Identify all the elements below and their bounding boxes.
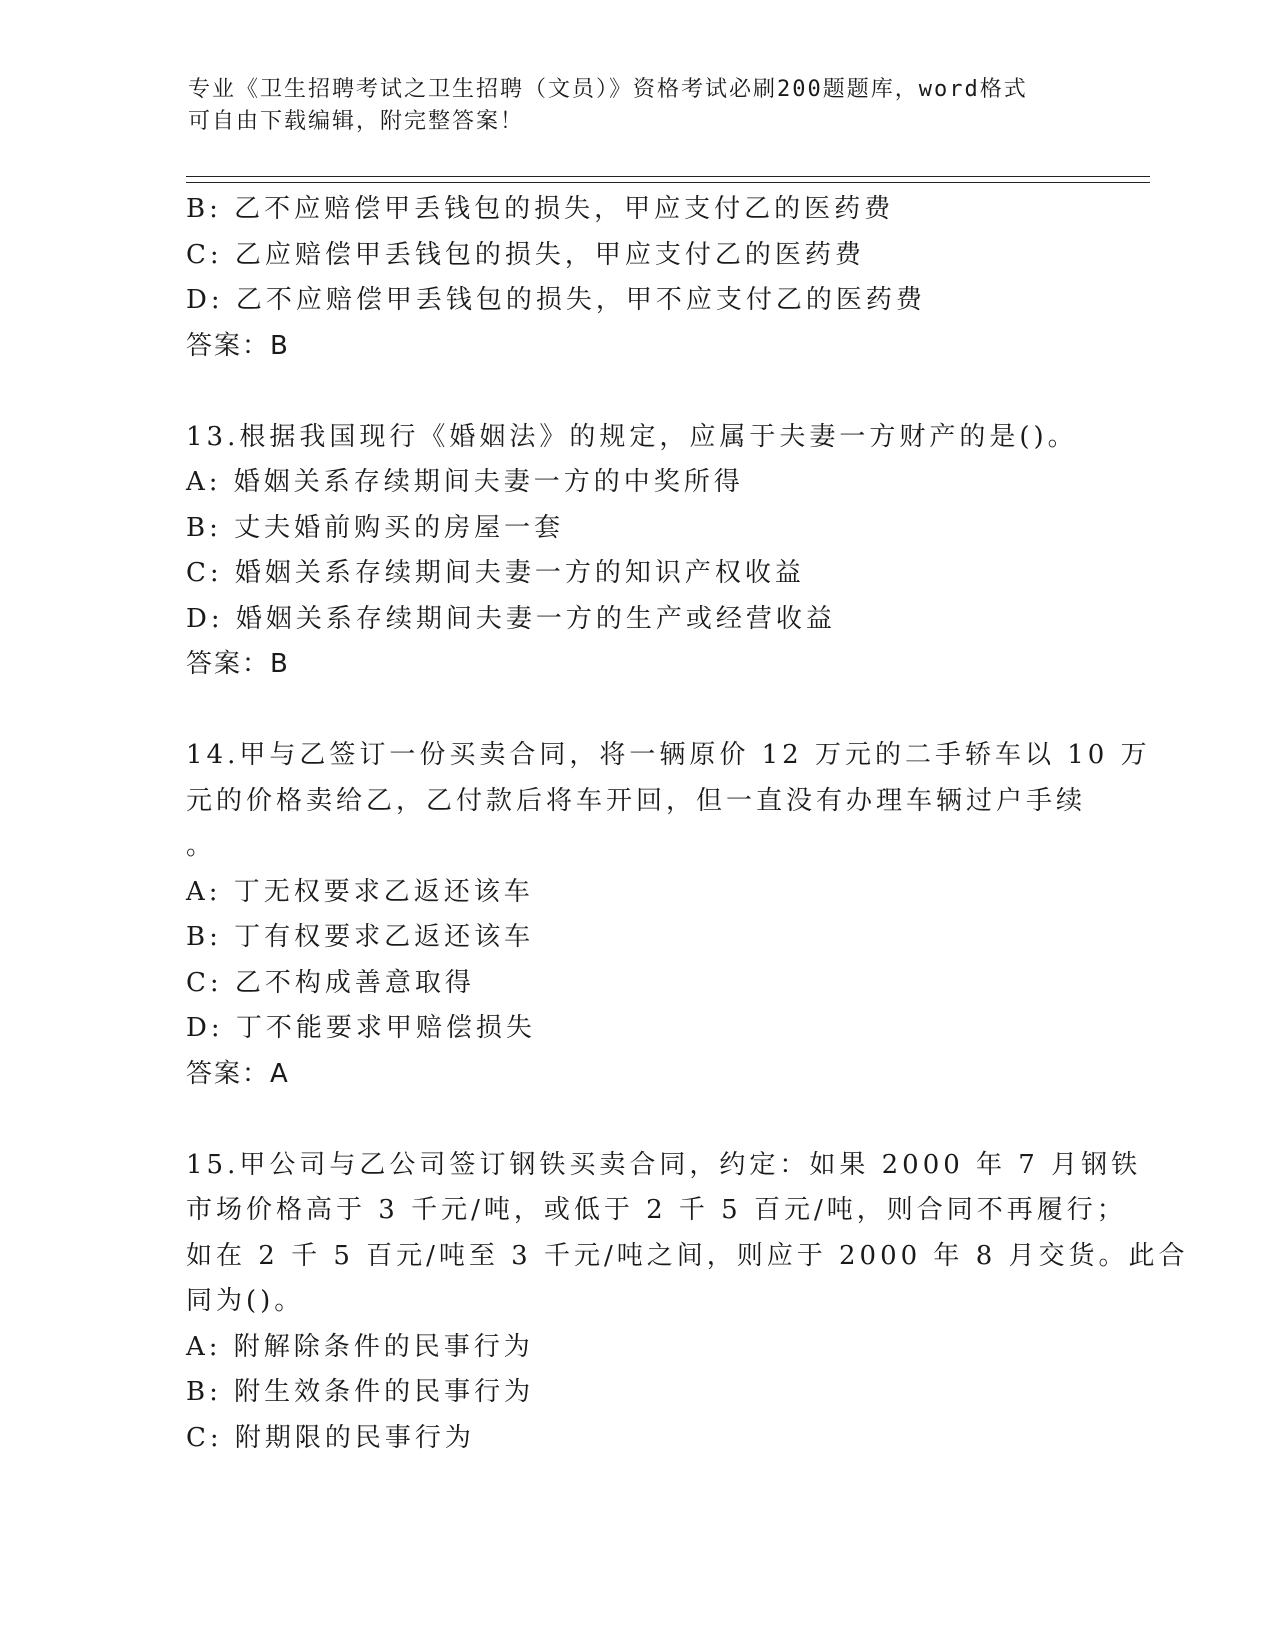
q12-option-c: C: 乙应赔偿甲丢钱包的损失，甲应支付乙的医药费 bbox=[186, 239, 865, 270]
header-line-1: 专业《卫生招聘考试之卫生招聘（文员）》资格考试必刷200题题库，word格式 bbox=[188, 77, 1028, 102]
q15-stem-line-1: 15.甲公司与乙公司签订钢铁买卖合同，约定：如果 2000 年 7 月钢铁 bbox=[186, 1149, 1142, 1180]
q12-option-b: B: 乙不应赔偿甲丢钱包的损失，甲应支付乙的医药费 bbox=[186, 194, 895, 224]
question-15 bbox=[186, 1143, 1189, 1462]
header-line-2: 可自由下载编辑，附完整答案！ bbox=[188, 109, 525, 134]
header-divider bbox=[186, 176, 1150, 183]
question-spacer bbox=[186, 1097, 1086, 1143]
q14-stem-line-2: 元的价格卖给乙，乙付款后将车开回，但一直没有办理车辆过户手续 bbox=[186, 785, 1087, 816]
q15-stem-line-2: 市场价格高于 3 千元/吨，或低于 2 千 5 百元/吨，则合同不再履行； bbox=[186, 1195, 1127, 1225]
q13-option-b: B: 丈夫婚前购买的房屋一套 bbox=[186, 512, 565, 543]
q12-answer: 答案：B bbox=[186, 330, 290, 361]
q14-answer: 答案：A bbox=[186, 1058, 290, 1089]
question-spacer bbox=[186, 688, 1086, 734]
q14-option-c: C: 乙不构成善意取得 bbox=[186, 967, 475, 998]
q15-option-a: A: 附解除条件的民事行为 bbox=[186, 1331, 534, 1362]
q15-stem-line-4: 同为()。 bbox=[186, 1286, 305, 1316]
q13-answer: 答案：B bbox=[186, 649, 290, 679]
q13-stem: 13.根据我国现行《婚姻法》的规定，应属于夫妻一方财产的是()。 bbox=[186, 421, 1078, 452]
question-12 bbox=[186, 187, 1086, 369]
question-13 bbox=[186, 415, 1086, 688]
question-list bbox=[186, 187, 1189, 1461]
document-header bbox=[188, 74, 1068, 138]
q15-stem-line-3: 如在 2 千 5 百元/吨至 3 千元/吨之间，则应于 2000 年 8 月交货。此合 bbox=[186, 1240, 1189, 1271]
question-spacer bbox=[186, 369, 1086, 415]
q13-option-d: D: 婚姻关系存续期间夫妻一方的生产或经营收益 bbox=[186, 603, 836, 634]
q14-option-d: D: 丁不能要求甲赔偿损失 bbox=[186, 1013, 536, 1043]
q13-option-a: A: 婚姻关系存续期间夫妻一方的中奖所得 bbox=[186, 467, 744, 497]
q13-option-c: C: 婚姻关系存续期间夫妻一方的知识产权收益 bbox=[186, 558, 805, 588]
q12-option-d: D: 乙不应赔偿甲丢钱包的损失，甲不应支付乙的医药费 bbox=[186, 285, 926, 315]
q14-stem-line-3: 。 bbox=[186, 831, 217, 861]
q15-option-b: B: 附生效条件的民事行为 bbox=[186, 1377, 535, 1407]
q14-option-b: B: 丁有权要求乙返还该车 bbox=[186, 922, 535, 952]
question-14 bbox=[186, 733, 1151, 1097]
q15-option-c: C: 附期限的民事行为 bbox=[186, 1422, 475, 1453]
q14-stem-line-1: 14.甲与乙签订一份买卖合同，将一辆原价 12 万元的二手轿车以 10 万 bbox=[186, 740, 1151, 770]
q14-option-a: A: 丁无权要求乙返还该车 bbox=[186, 876, 534, 907]
